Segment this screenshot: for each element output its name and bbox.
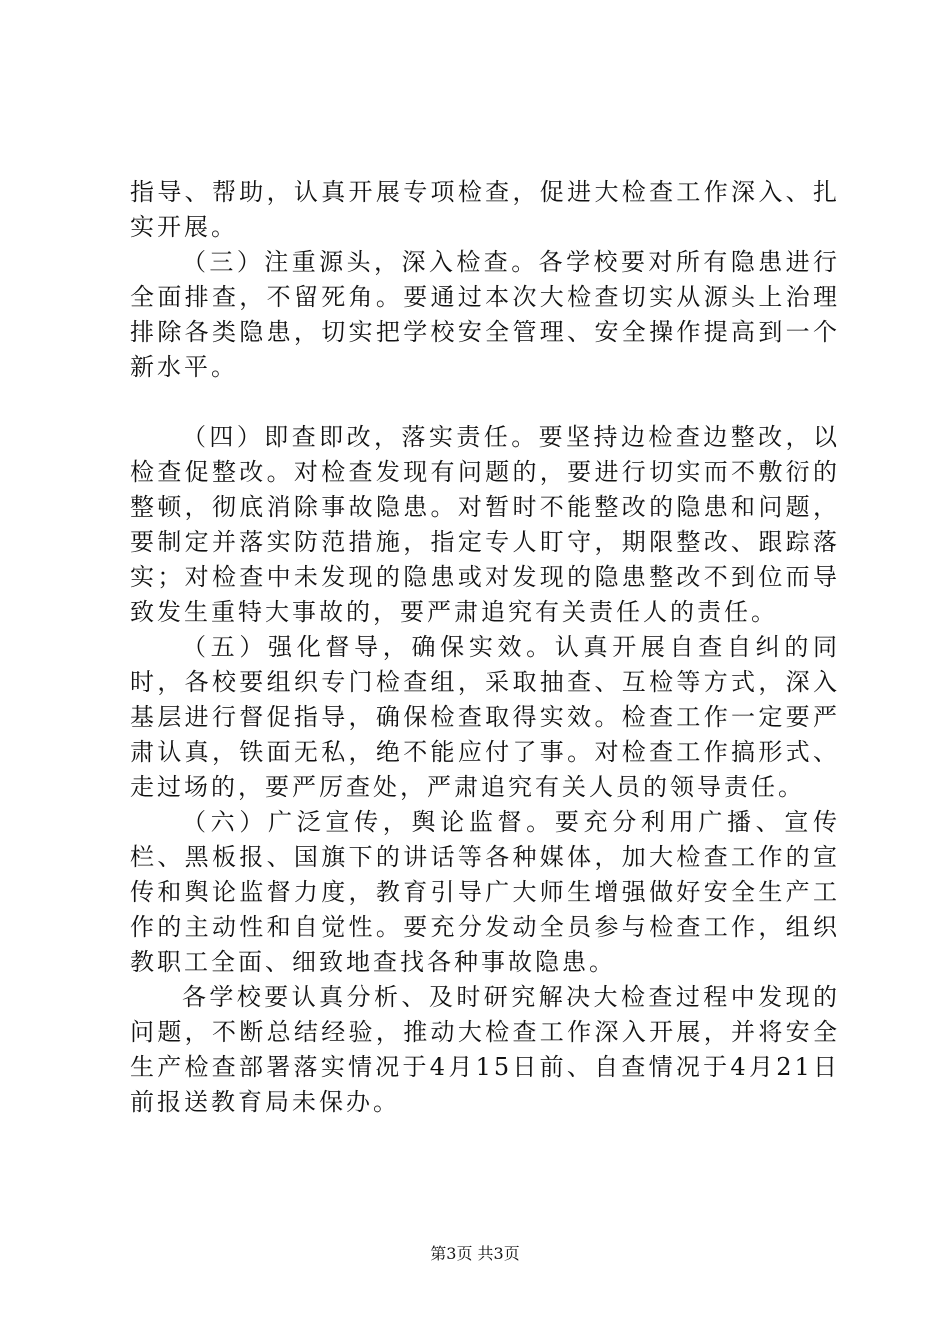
paragraph-section-6: （六）广泛宣传，舆论监督。要充分利用广播、宣传栏、黑板报、国旗下的讲话等各种媒体，加大检查工作的宣传和舆论监督力度，教育引导广大师生增强做好安全生产工作的主动性和自觉性。要充分发动全员参与检查工作，组织教职工全面、细致地查找各种事故隐患。 (130, 808, 840, 976)
paragraph-spacer (130, 385, 840, 420)
paragraph-section-3: （三）注重源头，深入检查。各学校要对所有隐患进行全面排查，不留死角。要通过本次大检查切实从源头上治理排除各类隐患，切实把学校安全管理、安全操作提高到一个新水平。 (130, 248, 840, 381)
paragraph-continuation: 指导、帮助，认真开展专项检查，促进大检查工作深入、扎实开展。 (130, 178, 840, 241)
paragraph-section-5: （五）强化督导，确保实效。认真开展自查自纠的同时，各校要组织专门检查组，采取抽查、互检等方式，深入基层进行督促指导，确保检查取得实效。检查工作一定要严肃认真，铁面无私，绝不能应付了事。对检查工作搞形式、走过场的，要严厉查处，严肃追究有关人员的领导责任。 (130, 633, 840, 801)
paragraph-section-4: （四）即查即改，落实责任。要坚持边检查边整改，以检查促整改。对检查发现有问题的，要进行切实而不敷衍的整顿，彻底消除事故隐患。对暂时不能整改的隐患和问题，要制定并落实防范措施，指定专人盯守，期限整改、跟踪落实；对检查中未发现的隐患或对发现的隐患整改不到位而导致发生重特大事故的，要严肃追究有关责任人的责任。 (130, 423, 840, 626)
page-footer: 第3页 共3页 (430, 1244, 520, 1263)
paragraph-closing: 各学校要认真分析、及时研究解决大检查过程中发现的问题，不断总结经验，推动大检查工作深入开展，并将安全生产检查部署落实情况于4月15日前、自查情况于4月21日前报送教育局未保办。 (130, 983, 840, 1116)
document-body (130, 175, 840, 1120)
